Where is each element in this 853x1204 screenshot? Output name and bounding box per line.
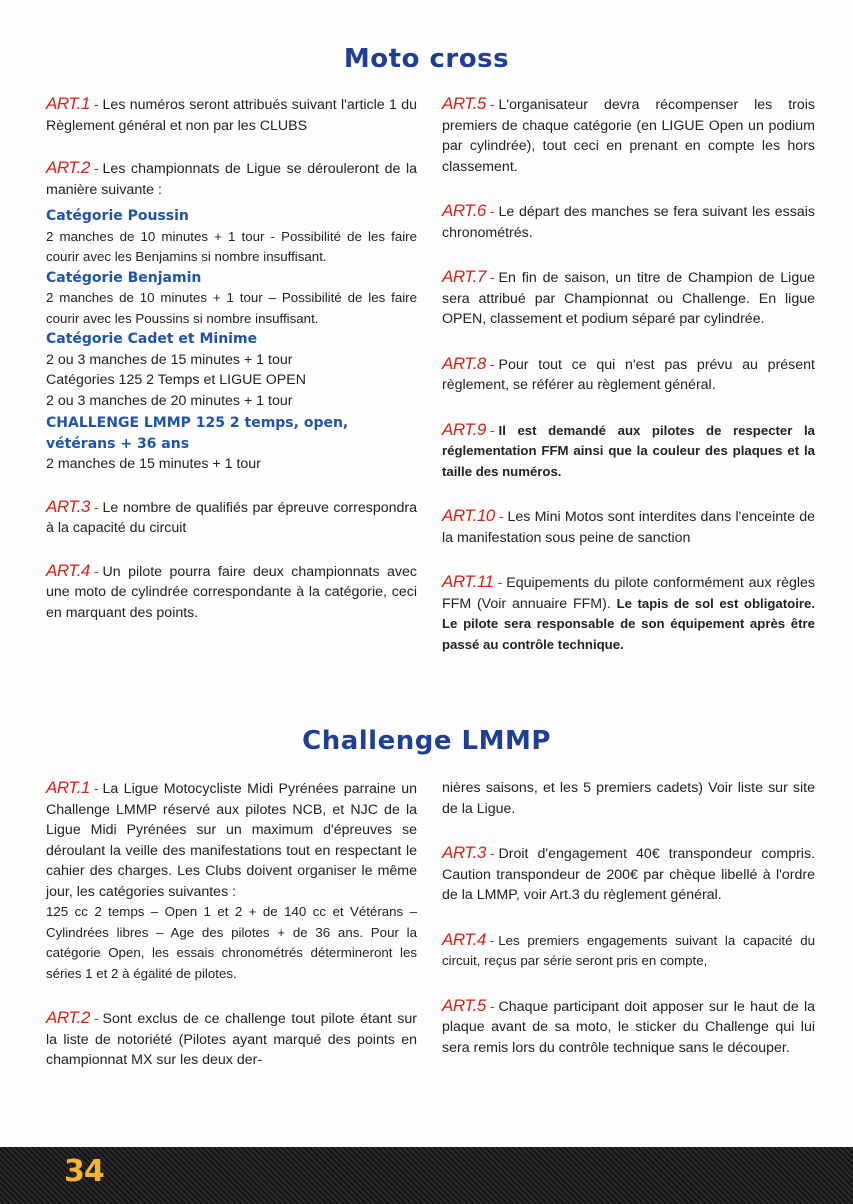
article-label: ART.1 <box>46 94 90 113</box>
challenge-category-title: CHALLENGE LMMP 125 2 temps, open, vétérans + 36 ans <box>46 415 349 452</box>
article-text: Equipements du pilote conformément aux règles FFM (Voir annuaire FFM). <box>442 575 815 612</box>
article-label: ART.4 <box>46 560 90 580</box>
category-poussin-title: Catégorie Poussin <box>46 208 189 224</box>
article-4: ART.4 - Un pilote pourra faire deux championnats avec une moto de cylindrée correspondante à la catégorie, ceci en marquant des points. <box>46 560 417 621</box>
challenge-left-column <box>46 778 417 1071</box>
article-label: ART.10 <box>442 506 495 525</box>
article-text: Pour tout ce qui n'est pas prévu au présent règlement, se référer au règlement général. <box>442 356 815 393</box>
moto-cross-right-column <box>442 94 815 655</box>
article-text: En fin de saison, un titre de Champion de Ligue sera attribué par Championnat ou Challenge. En ligue OPEN, classement et podium séparé par cylindrée. <box>442 270 815 327</box>
moto-cross-left-column <box>46 94 417 623</box>
category-cadet-line: 2 ou 3 manches de 20 minutes + 1 tour <box>46 392 293 409</box>
category-benjamin-text: 2 manches de 10 minutes + 1 tour – Possibilité de les faire courir avec les Poussins si nombre insuffisant. <box>46 290 417 326</box>
page-number: 34 <box>64 1154 104 1189</box>
article-10: ART.10 - Les Mini Motos sont interdites dans l'enceinte de la manifestation sous peine de sanction <box>442 506 815 546</box>
article-8: ART.8 - Pour tout ce qui n'est pas prévu au présent règlement, se référer au règlement général. <box>442 353 815 393</box>
article-6: ART.6 - Le départ des manches se fera suivant les essais chronométrés. <box>442 201 815 241</box>
challenge-category-text: 2 manches de 15 minutes + 1 tour <box>46 456 261 472</box>
article-1: ART.1 - Les numéros seront attribués suivant l'article 1 du Règlement général et non par les CLUBS <box>46 94 417 134</box>
article-text: Le nombre de qualifiés par épreuve correspondra à la capacité du circuit <box>46 499 417 536</box>
article-label: ART.7 <box>442 267 486 286</box>
article-label: ART.1 <box>46 778 90 797</box>
article-label: ART.11 <box>442 572 494 591</box>
article-text: La Ligue Motocycliste Midi Pyrénées parraine un Challenge LMMP réservé aux pilotes NCB, et NJC de la Ligue Midi Pyrénées sur un maximum d'épreuves se déroulant la veille des manifestations tout en respectant le cahier des charges. Les Clubs doivent organiser le même jour, les catégories suivantes : <box>46 781 417 900</box>
article-label: ART.6 <box>442 201 486 220</box>
category-cadet-line: 2 ou 3 manches de 15 minutes + 1 tour <box>46 351 293 368</box>
article-11: ART.11 - Equipements du pilote conformément aux règles FFM (Voir annuaire FFM). Le tapis de sol est obligatoire. Le pilote sera responsable de son équipement après être passé au contrôle technique. <box>442 572 816 652</box>
article-5: ART.5 - L'organisateur devra récompenser les trois premiers de chaque catégorie (en LIGUE Open un podium par cylindrée), tout ceci en prenant en compte les hors classement. <box>442 94 815 175</box>
category-benjamin-title: Catégorie Benjamin <box>46 269 202 286</box>
article-text-bold: Le tapis de sol est obligatoire. Le pilote sera responsable de son équipement après être passé au contrôle technique. <box>442 595 816 652</box>
challenge-right-column <box>442 778 815 1058</box>
challenge-article-1-details: 125 cc 2 temps – Open 1 et 2 + de 140 cc et Vétérans – Cylindrées libres – Age des pilotes + de 36 ans. Pour la catégorie Open, les essais chronométrés détermineront les séries 1 et 2 à égalité de pilotes. <box>46 904 417 981</box>
article-text: L'organisateur devra récompenser les trois premiers de chaque catégorie (en LIGUE Open un podium par cylindrée), tout ceci en prenant en compte les hors classement. <box>442 97 815 175</box>
article-text: Chaque participant doit apposer sur le haut de la plaque avant de sa moto, le sticker du Challenge qui lui sera remis lors du contrôle technique sans le découper. <box>442 998 815 1056</box>
article-label: ART.4 <box>442 929 486 949</box>
challenge-article-2-continued: nières saisons, et les 5 premiers cadets) Voir liste sur site de la Ligue. <box>442 780 815 817</box>
category-poussin-text: 2 manches de 10 minutes + 1 tour - Possibilité de les faire courir avec les Benjamins si nombre insuffisant. <box>46 228 417 264</box>
category-cadet-line: Catégories 125 2 Temps et LIGUE OPEN <box>46 372 306 388</box>
article-label: ART.2 <box>46 1008 90 1027</box>
category-cadet-title: Catégorie Cadet et Minime <box>46 331 258 347</box>
article-text: Il est demandé aux pilotes de respecter la réglementation FFM ainsi que la couleur des plaques et la taille des numéros. <box>442 422 815 479</box>
article-label: ART.3 <box>442 843 486 862</box>
challenge-article-1: ART.1 - La Ligue Motocycliste Midi Pyrénées parraine un Challenge LMMP réservé aux pilotes NCB, et NJC de la Ligue Midi Pyrénées sur un maximum d'épreuves se déroulant la veille des manifestations tout en respectant le cahier des charges. Les Clubs doivent organiser le même jour, les catégories suivantes : <box>46 778 417 900</box>
article-text: Les championnats de Ligue se dérouleront de la manière suivante : <box>46 161 417 198</box>
article-7: ART.7 - En fin de saison, un titre de Champion de Ligue sera attribué par Championnat ou Challenge. En ligue OPEN, classement et podium séparé par cylindrée. <box>442 267 815 327</box>
article-label: ART.5 <box>442 995 486 1015</box>
article-text: Les numéros seront attribués suivant l'article 1 du Règlement général et non par les CLUBS <box>46 97 417 134</box>
article-label: ART.9 <box>442 419 486 439</box>
article-text: Un pilote pourra faire deux championnats avec une moto de cylindrée correspondante à la catégorie, ceci en marquant des points. <box>46 563 417 621</box>
article-text: Droit d'engagement 40€ transpondeur compris. Caution transpondeur de 200€ par chèque libellé à l'ordre de la LMMP, voir Art.3 du règlement général. <box>442 846 815 903</box>
article-label: ART.3 <box>46 496 90 516</box>
challenge-article-3: ART.3 - Droit d'engagement 40€ transpondeur compris. Caution transpondeur de 200€ par chèque libellé à l'ordre de la LMMP, voir Art.3 du règlement général. <box>442 843 815 903</box>
article-label: ART.2 <box>46 158 90 177</box>
challenge-article-2: ART.2 - Sont exclus de ce challenge tout pilote étant sur la liste de notoriété (Pilotes ayant marqué des points en championnat MX sur les deux der- <box>46 1008 417 1068</box>
article-text: Sont exclus de ce challenge tout pilote étant sur la liste de notoriété (Pilotes ayant marqué des points en championnat MX sur les deux der- <box>46 1011 417 1068</box>
article-text: Le départ des manches se fera suivant les essais chronométrés. <box>442 204 815 241</box>
page-footer-band <box>0 1147 853 1204</box>
article-9: ART.9 - Il est demandé aux pilotes de respecter la réglementation FFM ainsi que la couleur des plaques et la taille des numéros. <box>442 419 815 479</box>
challenge-article-5: ART.5 - Chaque participant doit apposer sur le haut de la plaque avant de sa moto, le sticker du Challenge qui lui sera remis lors du contrôle technique sans le découper. <box>442 995 815 1056</box>
article-2: ART.2 - Les championnats de Ligue se dérouleront de la manière suivante : <box>46 158 417 198</box>
article-label: ART.5 <box>442 94 486 113</box>
article-3: ART.3 - Le nombre de qualifiés par épreuve correspondra à la capacité du circuit <box>46 496 417 536</box>
section-title-challenge-lmmp: Challenge LMMP <box>302 726 551 756</box>
challenge-article-4: ART.4 - Les premiers engagements suivant la capacité du circuit, reçus par série seront pris en compte, <box>442 929 815 968</box>
article-text: Les Mini Motos sont interdites dans l'enceinte de la manifestation sous peine de sanction <box>442 509 815 546</box>
article-text: Les premiers engagements suivant la capacité du circuit, reçus par série seront pris en compte, <box>442 932 815 968</box>
section-title-moto-cross: Moto cross <box>343 44 510 74</box>
article-label: ART.8 <box>442 353 486 373</box>
